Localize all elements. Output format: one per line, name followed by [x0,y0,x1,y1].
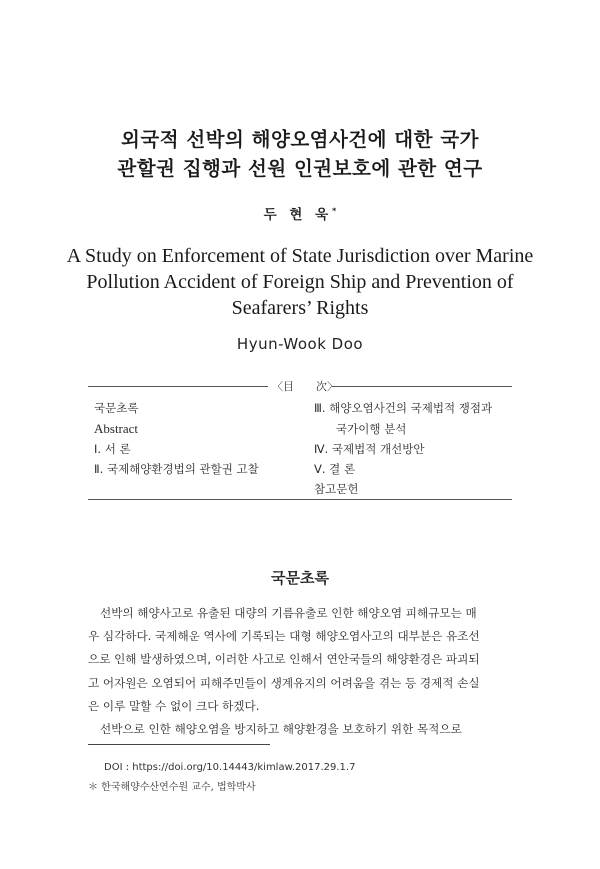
table-of-contents [88,380,512,502]
footnote-rule [88,744,270,745]
title-korean-line-2: 관할권 집행과 선원 인권보호에 관한 연구 [117,157,483,180]
toc-item-korean-abstract[interactable]: 국문초록 [94,401,139,415]
title-korean-line-1: 외국적 선박의 해양오염사건에 대한 국가 [121,128,479,151]
abstract-body [88,602,513,741]
footnote-affiliation: ＊ 한국해양수산연수원 교수, 법학박사 [88,782,256,793]
abstract-line-3: 으로 인해 발생하였으며, 이러한 사고로 인해서 연안국들의 해양환경은 파괴되 [88,652,480,667]
toc-heading: 〈目 次〉 [272,380,338,393]
title-english-line-1: A Study on Enforcement of State Jurisdiction over Marine [66,245,534,267]
toc-item-chapter-4[interactable]: Ⅳ. 국제법적 개선방안 [314,442,425,456]
toc-top-rule-right [332,386,512,387]
section-heading-korean-abstract: 국문초록 [271,569,329,587]
toc-item-chapter-3-cont[interactable]: 국가이행 분석 [336,422,407,436]
toc-item-conclusion[interactable]: Ⅴ. 결 론 [314,462,356,476]
author-footnote-mark: * [332,206,337,216]
author-korean-name: 두 현 욱 [263,207,333,223]
abstract-line-4: 고 어자원은 오염되어 피해주민들이 생계유지의 어려움을 겪는 등 경제적 손실 [88,675,480,690]
footnote-doi[interactable]: DOI : https://doi.org/10.14443/kimlaw.2017.29.1.7 [104,762,356,773]
abstract-line-5: 은 이루 말할 수 없이 크다 하겠다. [88,698,260,713]
title-english-line-2: Pollution Accident of Foreign Ship and Prevention of [86,271,514,293]
toc-item-chapter-3[interactable]: Ⅲ. 해양오염사건의 국제법적 쟁점과 [314,401,493,415]
abstract-line-6: 선박으로 인한 해양오염을 방지하고 해양환경을 보호하기 위한 목적으로 [100,722,462,737]
toc-item-chapter-2[interactable]: Ⅱ. 국제해양환경법의 관할권 고찰 [94,462,259,476]
toc-item-introduction[interactable]: Ⅰ. 서 론 [94,442,131,456]
toc-bottom-rule [88,499,512,500]
abstract-line-1: 선박의 해양사고로 유출된 대량의 기름유출로 인한 해양오염 피해규모는 매 [100,606,477,620]
author-korean [0,203,600,223]
abstract-line-2: 우 심각하다. 국제해운 역사에 기록되는 대형 해양오염사고의 대부분은 유조선 [88,629,480,644]
title-english-line-3: Seafarers’ Rights [231,297,369,319]
toc-item-abstract[interactable]: Abstract [94,421,139,436]
toc-top-rule-left [88,386,268,387]
author-english: Hyun-Wook Doo [236,335,364,353]
toc-item-references[interactable]: 참고문헌 [314,482,359,496]
